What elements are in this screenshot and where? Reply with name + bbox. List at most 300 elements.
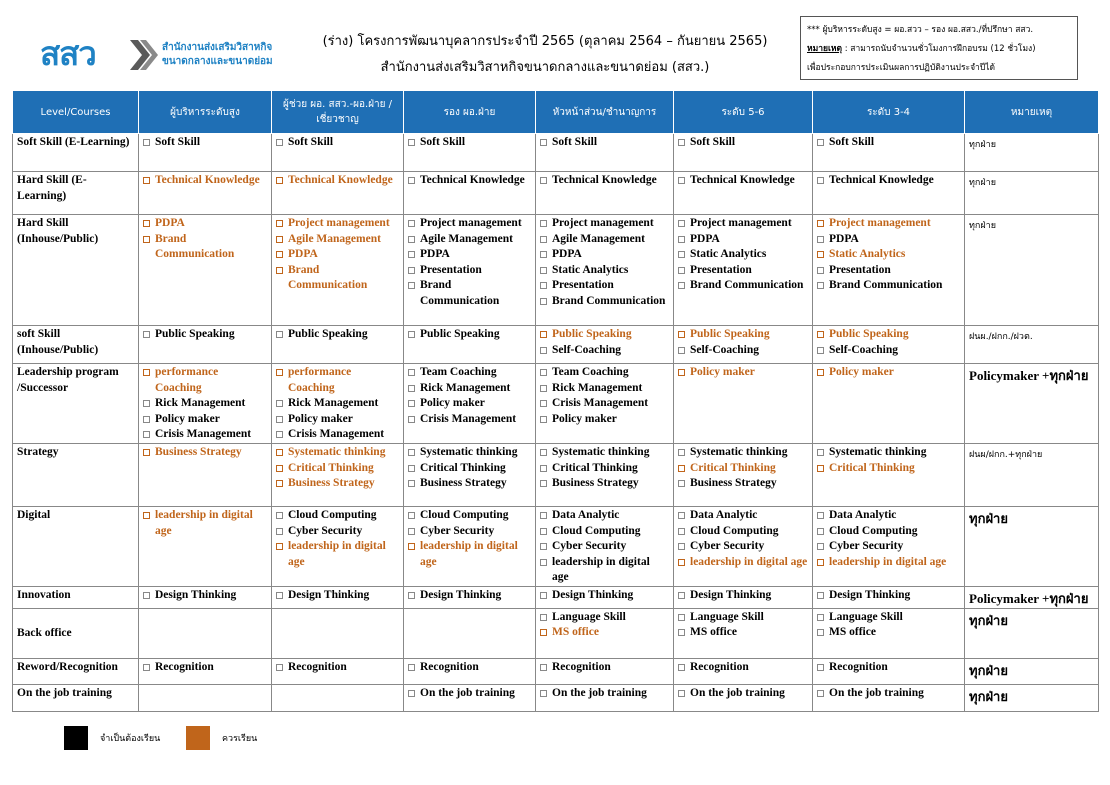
table-row — [13, 215, 1099, 326]
course-item-required — [678, 216, 808, 232]
checkbox-icon — [408, 592, 415, 599]
course-item-required — [276, 508, 399, 524]
course-name: performance Coaching — [155, 366, 219, 394]
course-item-required — [678, 686, 808, 702]
course-item-required — [540, 173, 669, 189]
course-item-required — [817, 625, 960, 641]
course-name: Business Strategy — [155, 446, 242, 458]
course-name: Presentation — [690, 263, 752, 276]
course-item-required — [408, 524, 531, 540]
course-item-recommended — [276, 461, 399, 477]
checkbox-icon — [817, 220, 824, 227]
course-cell — [536, 172, 674, 215]
course-cell — [404, 658, 536, 684]
course-item-required — [540, 412, 669, 428]
course-item-recommended — [143, 173, 267, 189]
header-position-4: หัวหน้าส่วน/ชำนาญการ — [536, 91, 674, 134]
course-name: Technical Knowledge — [155, 174, 260, 186]
course-name: Cloud Computing — [690, 524, 779, 537]
course-name: Systematic thinking — [829, 446, 927, 458]
course-item-recommended — [276, 476, 399, 492]
course-cell — [813, 172, 965, 215]
checkbox-icon — [408, 331, 415, 338]
course-name: Public Speaking — [690, 328, 770, 340]
course-item-required — [408, 660, 531, 676]
checkbox-icon — [540, 331, 547, 338]
course-item-required — [408, 232, 531, 248]
course-name: Brand Communication — [288, 263, 368, 291]
course-name: Design Thinking — [288, 588, 370, 601]
checkbox-icon — [540, 480, 547, 487]
level-cell: Back office — [13, 608, 139, 658]
course-cell — [404, 444, 536, 507]
checkbox-icon — [817, 139, 824, 146]
course-item-required — [678, 508, 808, 524]
course-cell — [272, 172, 404, 215]
course-name: Agile Management — [552, 232, 645, 245]
checkbox-icon — [540, 236, 547, 243]
course-cell — [813, 215, 965, 326]
course-table — [12, 90, 1099, 712]
course-item-required — [817, 508, 960, 524]
course-cell — [139, 134, 272, 172]
course-item-required — [408, 381, 531, 397]
course-item-required — [540, 381, 669, 397]
course-name: Technical Knowledge — [552, 174, 657, 186]
course-name: Cyber Security — [690, 540, 765, 552]
checkbox-icon — [143, 512, 150, 519]
course-cell — [674, 364, 813, 444]
course-name: Systematic thinking — [690, 446, 788, 458]
checkbox-icon — [678, 614, 685, 621]
checkbox-icon — [276, 267, 283, 274]
checkbox-icon — [408, 543, 415, 550]
course-cell — [139, 684, 272, 711]
course-item-required — [540, 476, 669, 492]
course-name: Business Strategy — [288, 477, 375, 489]
checkbox-icon — [817, 282, 824, 289]
course-cell — [674, 608, 813, 658]
course-item-required — [540, 294, 669, 310]
course-cell — [272, 134, 404, 172]
checkbox-icon — [540, 220, 547, 227]
course-name: Soft Skill — [155, 136, 201, 148]
course-name: Crisis Management — [552, 397, 649, 409]
course-item-required — [276, 412, 399, 428]
course-item-required — [408, 508, 531, 524]
course-item-recommended — [678, 555, 808, 571]
course-name: Brand Communication — [155, 232, 235, 260]
course-item-required — [678, 625, 808, 641]
table-row — [13, 658, 1099, 684]
course-item-required — [678, 278, 808, 294]
checkbox-icon — [408, 400, 415, 407]
course-item-required — [678, 610, 808, 626]
course-item-required — [678, 660, 808, 676]
course-name: Team Coaching — [552, 366, 629, 378]
checkbox-icon — [540, 369, 547, 376]
course-item-required — [540, 660, 669, 676]
course-cell — [139, 364, 272, 444]
chevron-arrow-icon — [128, 38, 158, 72]
course-name: performance Coaching — [288, 366, 352, 394]
note-text: : สามารถนับจำนวนชั่วโมงการฝึกอบรม (12 ชั่วโมง) — [842, 44, 1036, 54]
course-item-required — [143, 660, 267, 676]
course-name: Policy maker — [690, 366, 755, 378]
course-item-required — [143, 327, 267, 343]
course-cell — [404, 326, 536, 364]
course-item-recommended — [276, 539, 399, 570]
course-item-required — [408, 396, 531, 412]
course-cell — [404, 134, 536, 172]
checkbox-icon — [817, 512, 824, 519]
checkbox-icon — [678, 251, 685, 258]
table-row — [13, 444, 1099, 507]
course-name: Technical Knowledge — [690, 174, 795, 186]
course-name: Crisis Management — [420, 412, 517, 425]
course-name: Recognition — [690, 660, 749, 673]
course-name: Cloud Computing — [552, 524, 641, 537]
note-box — [800, 16, 1078, 80]
course-name: Rick Management — [420, 381, 511, 394]
legend-required-label: จำเป็นต้องเรียน — [100, 734, 161, 744]
course-item-required — [408, 445, 531, 461]
course-name: Data Analytic — [690, 509, 758, 521]
course-item-required — [678, 588, 808, 604]
course-name: Data Analytic — [829, 509, 897, 521]
course-name: Cyber Security — [552, 540, 627, 552]
checkbox-icon — [678, 347, 685, 354]
course-cell — [536, 608, 674, 658]
course-name: PDPA — [552, 248, 582, 260]
course-item-required — [540, 588, 669, 604]
course-cell — [536, 134, 674, 172]
course-item-recommended — [678, 461, 808, 477]
checkbox-icon — [276, 512, 283, 519]
course-name: Project management — [690, 217, 792, 229]
course-item-recommended — [276, 232, 399, 248]
legend-recommended-label: ควรเรียน — [222, 734, 258, 744]
course-cell — [404, 215, 536, 326]
course-item-recommended — [276, 247, 399, 263]
course-item-required — [540, 461, 669, 477]
course-name: Presentation — [552, 279, 614, 291]
checkbox-icon — [276, 664, 283, 671]
checkbox-icon — [678, 465, 685, 472]
course-cell — [674, 326, 813, 364]
course-item-recommended — [817, 327, 960, 343]
checkbox-icon — [817, 177, 824, 184]
note-line-2 — [807, 40, 1071, 59]
course-item-required — [408, 327, 531, 343]
remark-cell: Policymaker +ทุกฝ่าย — [965, 586, 1099, 608]
course-item-recommended — [817, 216, 960, 232]
course-name: Public Speaking — [155, 328, 235, 340]
checkbox-icon — [143, 664, 150, 671]
course-cell — [813, 134, 965, 172]
course-name: Business Strategy — [552, 477, 639, 489]
course-item-recommended — [276, 216, 399, 232]
course-item-required — [408, 263, 531, 279]
course-item-required — [276, 327, 399, 343]
course-cell — [272, 586, 404, 608]
course-name: Business Strategy — [690, 477, 777, 489]
course-item-recommended — [817, 555, 960, 571]
course-cell — [536, 326, 674, 364]
checkbox-icon — [276, 465, 283, 472]
course-name: Policy maker — [288, 412, 353, 425]
checkbox-icon — [276, 431, 283, 438]
checkbox-icon — [817, 251, 824, 258]
course-cell — [536, 684, 674, 711]
course-cell — [536, 215, 674, 326]
course-item-required — [276, 135, 399, 151]
course-item-required — [540, 135, 669, 151]
course-name: PDPA — [155, 217, 185, 229]
course-name: Business Strategy — [420, 477, 507, 489]
course-name: Design Thinking — [829, 588, 911, 601]
note-label: หมายเหตุ — [807, 44, 842, 54]
course-item-recommended — [817, 461, 960, 477]
course-item-required — [817, 610, 960, 626]
course-name: Critical Thinking — [829, 461, 915, 474]
checkbox-icon — [540, 543, 547, 550]
course-item-required — [408, 135, 531, 151]
checkbox-icon — [143, 236, 150, 243]
checkbox-icon — [817, 664, 824, 671]
course-name: On the job training — [690, 686, 785, 699]
course-item-required — [143, 427, 267, 443]
header-position-5: ระดับ 5-6 — [674, 91, 813, 134]
course-name: Brand Communication — [829, 279, 943, 291]
course-name: leadership in digital age — [552, 555, 650, 583]
course-item-required — [408, 247, 531, 263]
course-name: Cyber Security — [829, 540, 904, 552]
checkbox-icon — [540, 629, 547, 636]
course-cell — [674, 507, 813, 587]
checkbox-icon — [540, 267, 547, 274]
course-name: Critical Thinking — [690, 461, 776, 474]
checkbox-icon — [540, 559, 547, 566]
table-row — [13, 326, 1099, 364]
checkbox-icon — [143, 592, 150, 599]
checkbox-icon — [540, 177, 547, 184]
course-name: Self-Coaching — [690, 343, 759, 356]
course-name: Systematic thinking — [420, 446, 518, 458]
checkbox-icon — [276, 236, 283, 243]
level-cell: Hard Skill (E-Learning) — [13, 172, 139, 215]
course-name: Design Thinking — [155, 588, 237, 601]
course-name: Cloud Computing — [829, 524, 918, 537]
course-name: Rick Management — [288, 397, 379, 409]
checkbox-icon — [817, 528, 824, 535]
course-item-recommended — [143, 508, 267, 539]
course-item-required — [817, 135, 960, 151]
course-name: PDPA — [829, 232, 859, 245]
checkbox-icon — [817, 690, 824, 697]
course-name: Rick Management — [155, 397, 246, 409]
checkbox-icon — [678, 592, 685, 599]
checkbox-icon — [540, 139, 547, 146]
course-name: MS office — [829, 626, 876, 638]
course-item-required — [408, 588, 531, 604]
course-item-required — [678, 135, 808, 151]
course-item-required — [678, 524, 808, 540]
course-name: Static Analytics — [552, 263, 629, 276]
course-item-required — [540, 232, 669, 248]
course-cell — [139, 586, 272, 608]
checkbox-icon — [540, 400, 547, 407]
checkbox-icon — [276, 331, 283, 338]
course-name: Team Coaching — [420, 366, 497, 378]
course-item-recommended — [276, 173, 399, 189]
note-line-3: เพื่อประกอบการประเมินผลการปฏิบัติงานประจำปีได้ — [807, 63, 996, 73]
checkbox-icon — [276, 220, 283, 227]
table-row — [13, 507, 1099, 587]
course-name: Self-Coaching — [829, 343, 898, 356]
course-item-required — [817, 278, 960, 294]
checkbox-icon — [678, 690, 685, 697]
course-name: Project management — [420, 217, 522, 229]
course-name: Public Speaking — [288, 328, 368, 340]
course-item-required — [817, 660, 960, 676]
checkbox-icon — [540, 512, 547, 519]
checkbox-icon — [540, 690, 547, 697]
course-item-required — [817, 588, 960, 604]
course-cell — [272, 608, 404, 658]
checkbox-icon — [817, 614, 824, 621]
checkbox-icon — [540, 465, 547, 472]
course-item-required — [817, 686, 960, 702]
legend-recommended-swatch — [186, 726, 210, 750]
course-cell — [272, 364, 404, 444]
course-name: Systematic thinking — [552, 446, 650, 458]
course-cell — [272, 684, 404, 711]
checkbox-icon — [817, 449, 824, 456]
course-item-required — [408, 365, 531, 381]
course-item-required — [678, 445, 808, 461]
course-name: PDPA — [690, 232, 720, 245]
course-item-recommended — [817, 247, 960, 263]
course-name: Soft Skill — [690, 136, 736, 148]
course-cell — [674, 134, 813, 172]
course-name: leadership in digital age — [690, 555, 808, 568]
course-cell — [139, 608, 272, 658]
course-name: Design Thinking — [690, 588, 772, 601]
course-name: On the job training — [420, 686, 515, 699]
course-item-required — [408, 476, 531, 492]
course-item-required — [540, 555, 669, 586]
checkbox-icon — [817, 347, 824, 354]
checkbox-icon — [408, 416, 415, 423]
course-item-required — [408, 461, 531, 477]
course-item-required — [276, 524, 399, 540]
checkbox-icon — [678, 139, 685, 146]
checkbox-icon — [678, 282, 685, 289]
course-item-required — [678, 232, 808, 248]
checkbox-icon — [408, 282, 415, 289]
checkbox-icon — [408, 480, 415, 487]
course-item-required — [408, 216, 531, 232]
course-item-required — [817, 263, 960, 279]
checkbox-icon — [540, 347, 547, 354]
course-name: Technical Knowledge — [288, 174, 393, 186]
course-item-required — [540, 278, 669, 294]
header-level-courses: Level/Courses — [13, 91, 139, 134]
checkbox-icon — [540, 614, 547, 621]
checkbox-icon — [817, 369, 824, 376]
checkbox-icon — [540, 592, 547, 599]
table-row — [13, 364, 1099, 444]
course-item-required — [143, 396, 267, 412]
course-cell — [813, 684, 965, 711]
checkbox-icon — [143, 177, 150, 184]
checkbox-icon — [408, 528, 415, 535]
course-name: Recognition — [288, 660, 347, 673]
checkbox-icon — [276, 449, 283, 456]
header-remarks: หมายเหตุ — [965, 91, 1099, 134]
course-cell — [674, 215, 813, 326]
table-row — [13, 586, 1099, 608]
course-cell — [272, 658, 404, 684]
course-name: Self-Coaching — [552, 343, 621, 356]
checkbox-icon — [817, 331, 824, 338]
page-subtitle: สำนักงานส่งเสริมวิสาหกิจขนาดกลางและขนาดย่อม (สสว.) — [380, 60, 710, 75]
course-item-required — [540, 343, 669, 359]
course-cell — [536, 364, 674, 444]
course-cell — [404, 684, 536, 711]
checkbox-icon — [143, 431, 150, 438]
course-item-recommended — [678, 365, 808, 381]
level-cell: Digital — [13, 507, 139, 587]
course-cell — [272, 326, 404, 364]
checkbox-icon — [678, 331, 685, 338]
course-item-required — [817, 539, 960, 555]
course-name: Project management — [552, 217, 654, 229]
course-cell — [139, 507, 272, 587]
course-name: Language Skill — [690, 610, 764, 623]
checkbox-icon — [540, 282, 547, 289]
course-item-recommended — [143, 216, 267, 232]
course-name: Data Analytic — [552, 509, 620, 521]
checkbox-icon — [408, 664, 415, 671]
course-cell — [813, 586, 965, 608]
course-cell — [674, 658, 813, 684]
course-cell — [139, 444, 272, 507]
checkbox-icon — [817, 465, 824, 472]
logo-line-1: สำนักงานส่งเสริมวิสาหกิจ — [162, 42, 273, 53]
checkbox-icon — [276, 543, 283, 550]
course-item-recommended — [276, 263, 399, 294]
logo-mark: สสว — [40, 34, 96, 73]
checkbox-icon — [678, 543, 685, 550]
level-cell: On the job training — [13, 684, 139, 711]
course-name: Agile Management — [288, 232, 381, 245]
course-item-required — [540, 610, 669, 626]
course-cell — [674, 684, 813, 711]
remark-cell: ทุกฝ่าย — [965, 684, 1099, 711]
checkbox-icon — [540, 385, 547, 392]
remark-cell: ทุกฝ่าย — [965, 608, 1099, 658]
note-line-1: *** ผู้บริหารระดับสูง = ผอ.สวว – รอง ผอ.สสว./ที่ปรึกษา สสว. — [807, 25, 1034, 35]
checkbox-icon — [817, 236, 824, 243]
course-name: Cyber Security — [420, 524, 495, 537]
course-name: Cloud Computing — [288, 509, 377, 521]
checkbox-icon — [143, 369, 150, 376]
course-cell — [404, 608, 536, 658]
course-name: MS office — [690, 626, 737, 638]
course-name: Critical Thinking — [552, 461, 638, 474]
